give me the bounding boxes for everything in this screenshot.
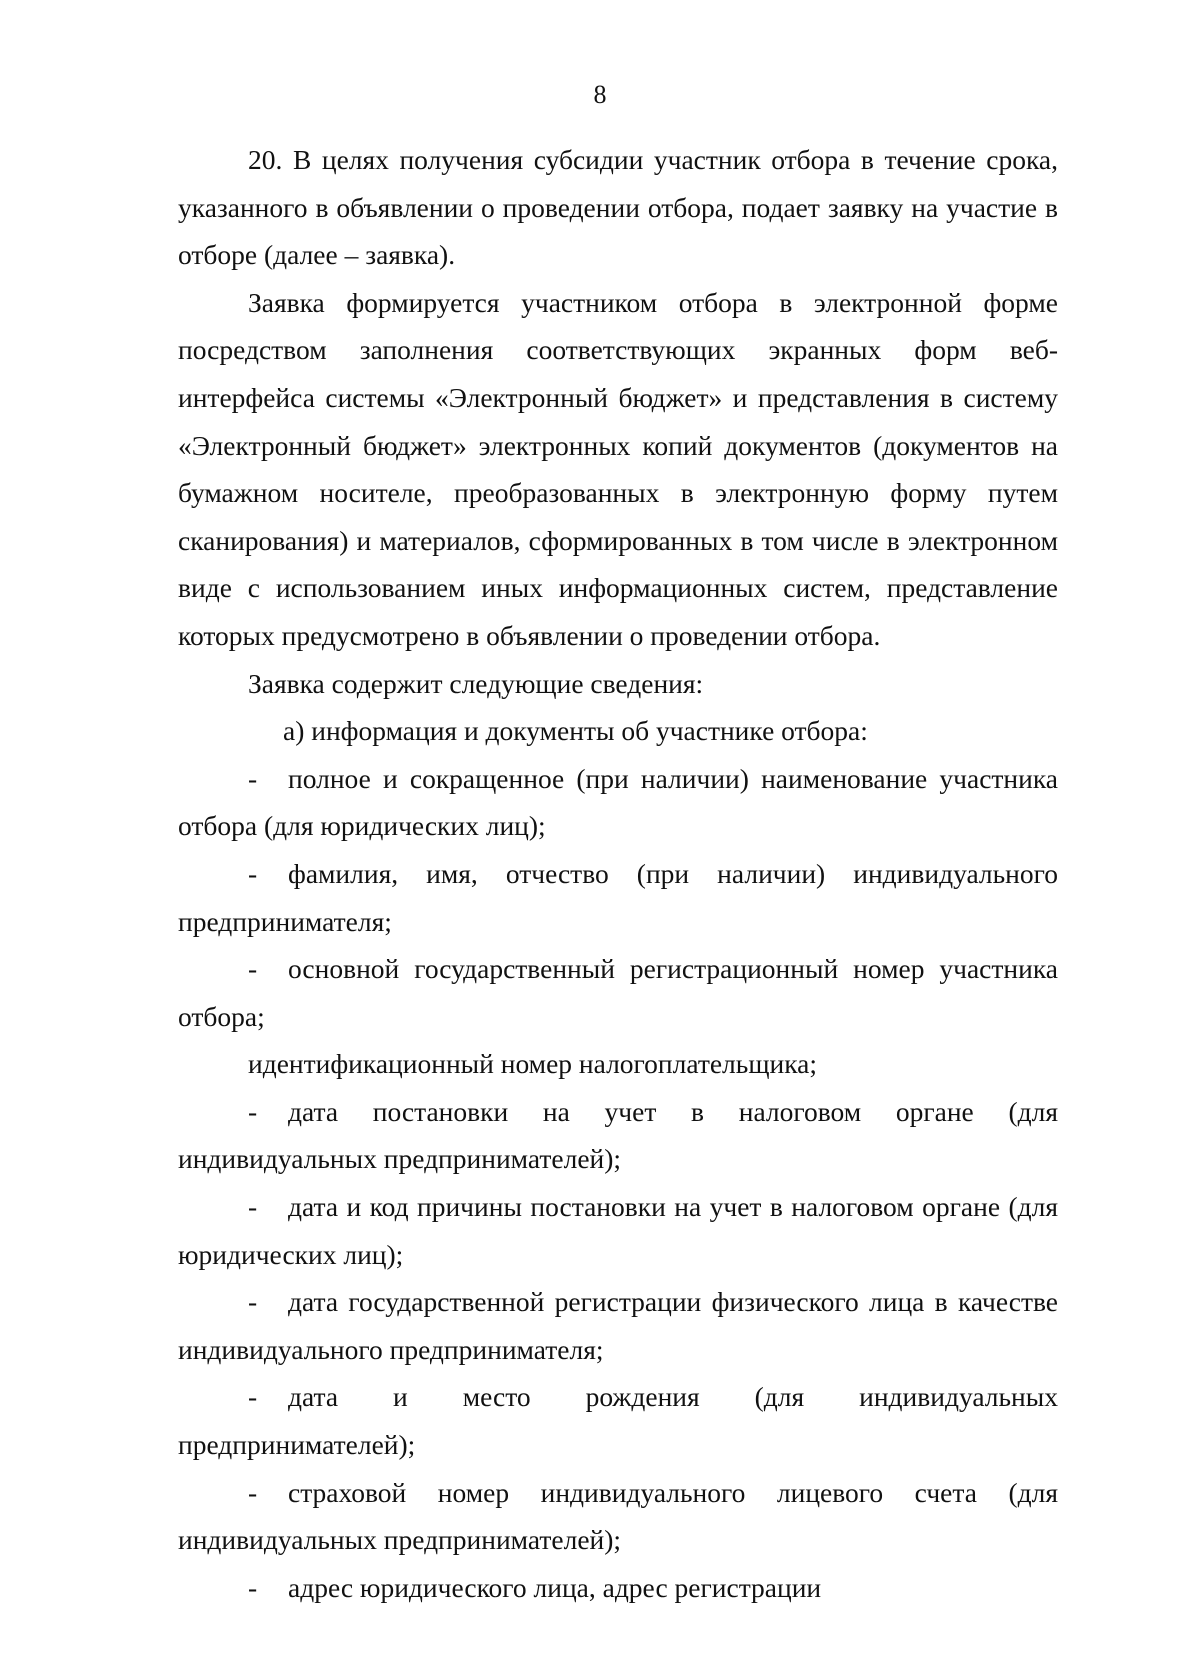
list-item-text: фамилия, имя, отчество (при наличии) индивидуального предпринимателя; <box>178 857 1058 937</box>
document-body <box>178 136 1058 1611</box>
list-item-name <box>178 755 1058 850</box>
list-item-text: дата государственной регистрации физического лица в качестве индивидуального предпринимателя; <box>178 1286 1058 1365</box>
list-item-ip-registration-date <box>178 1278 1058 1373</box>
dash-marker: - <box>248 953 258 985</box>
dash-marker: - <box>248 1286 258 1318</box>
dash-marker: - <box>248 1095 258 1127</box>
list-item-snils <box>178 1469 1058 1564</box>
list-item-tax-registration-date <box>178 1088 1058 1183</box>
paragraph-20: 20. В целях получения субсидии участник отбора в течение срока, указанного в объявлении о проведении отбора, подает заявку на участие в отборе (далее – заявка). <box>178 144 1058 271</box>
list-item-address <box>178 1564 1058 1612</box>
list-item-text: страховой номер индивидуального лицевого счета (для индивидуальных предпринимателей); <box>178 1476 1058 1556</box>
list-item-text: основной государственный регистрационный номер участника отбора; <box>178 953 1058 1032</box>
dash-marker: - <box>248 857 258 889</box>
list-item-text: полное и сокращенное (при наличии) наименование участника отбора (для юридических лиц); <box>178 762 1058 842</box>
list-item-text: адрес юридического лица, адрес регистрации <box>288 1571 822 1603</box>
list-item-fio <box>178 850 1058 945</box>
dash-marker: - <box>248 1381 258 1413</box>
dash-marker: - <box>248 762 258 794</box>
list-item-ogrn <box>178 945 1058 1040</box>
subparagraph-a: а) информация и документы об участнике отбора: <box>283 715 868 747</box>
list-item-birth <box>178 1373 1058 1468</box>
list-item-inn: идентификационный номер налогоплательщика; <box>248 1048 818 1080</box>
page-number: 8 <box>593 80 607 109</box>
list-item-text: дата постановки на учет в налоговом органе (для индивидуальных предпринимателей); <box>178 1095 1058 1175</box>
list-item-text: дата и код причины постановки на учет в налоговом органе (для юридических лиц); <box>178 1191 1058 1270</box>
paragraph-application-form: Заявка формируется участником отбора в электронной форме посредством заполнения соответствующих экранных форм веб-интерфейса системы «Электронный бюджет» и представления в систему «Электронный бюджет» электронных копий документов (документов на бумажном носителе, преобразованных в электронную форму путем сканирования) и материалов, сформированных в том числе в электронном виде с использованием иных информационных систем, представление которых предусмотрено в объявлении о проведении отбора. <box>178 286 1058 651</box>
dash-marker: - <box>248 1476 258 1508</box>
dash-marker: - <box>248 1191 258 1223</box>
list-item-text: дата и место рождения (для индивидуальных предпринимателей); <box>178 1381 1058 1461</box>
dash-marker: - <box>248 1571 258 1603</box>
list-item-kpp <box>178 1183 1058 1278</box>
paragraph-application-contents: Заявка содержит следующие сведения: <box>248 667 704 699</box>
